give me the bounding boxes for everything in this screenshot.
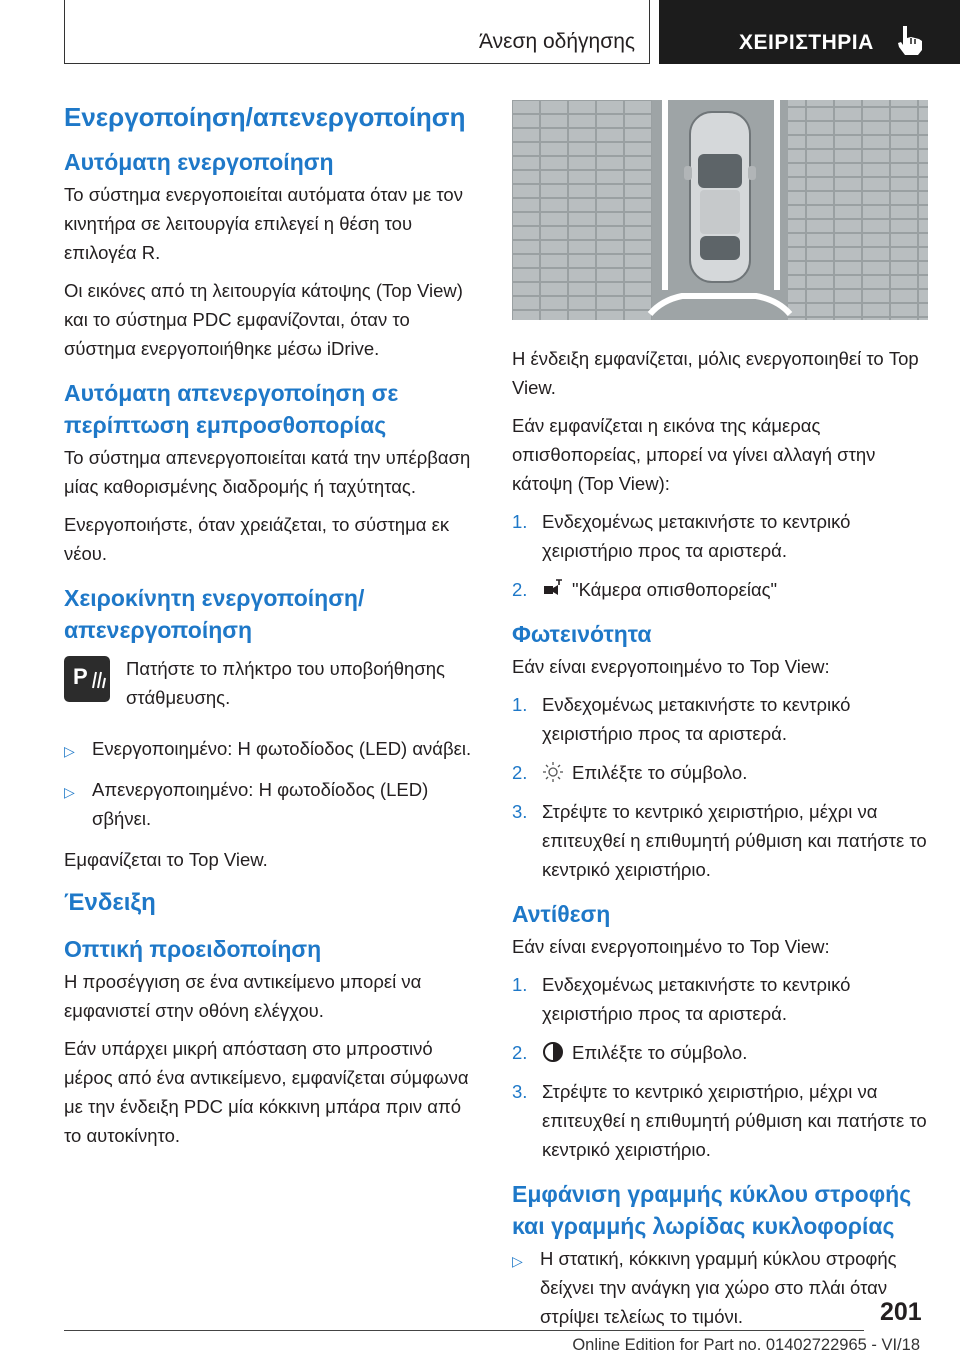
contrast-heading: Αντίθεση [512, 901, 611, 927]
list-item: 1. Ενδεχομένως μετακινήστε το κεντρικό χειριστήριο προς τα αριστερά. [512, 974, 851, 1024]
auto-off-heading: Αυτόματη απενεργοποίηση σε περίπτωση εμπροσθοπορίας [64, 380, 399, 438]
header-chapter-box [659, 0, 960, 64]
manual-after-text: Εμφανίζεται το Top View. [64, 849, 268, 870]
list-item: 1. Ενδεχομένως μετακινήστε το κεντρικό χειριστήριο προς τα αριστερά. [512, 694, 851, 744]
manual-heading: Χειροκίνητη ενεργοποίηση/απενεργοποίηση [64, 585, 365, 643]
display-heading: Ένδειξη [64, 889, 156, 916]
page-title: Ενεργοποίηση/απενεργοποίηση [64, 102, 466, 132]
footer-divider [64, 1330, 864, 1331]
contrast-intro: Εάν είναι ενεργοποιημένο το Top View: [512, 936, 830, 957]
left-column [64, 100, 480, 1159]
footer-edition: Online Edition for Part no. 01402722965 - VI/18 [572, 1336, 920, 1354]
header-section-title: Άνεση οδήγησης [479, 30, 635, 53]
list-item: ▷ Η στατική, κόκκινη γραμμή κύκλου στροφής δείχνει την ανάγκη για χώρο στο πλάι όταν στρίψει τελείως το τιμόνι. [512, 1248, 897, 1327]
hand-pointer-icon [894, 24, 928, 56]
top-view-illustration [512, 100, 928, 320]
list-item: 1. Ενδεχομένως μετακινήστε το κεντρικό χειριστήριο προς τα αριστερά. [512, 511, 851, 561]
camera-intro: Εάν εμφανίζεται η εικόνα της κάμερας οπισθοπορείας, μπορεί να γίνει αλλαγή στην κάτοψη (Top View): [512, 415, 876, 494]
manual-instruction-text: Πατήστε το πλήκτρο του υποβοήθησης στάθμευσης. [126, 658, 445, 708]
lines-bullets [512, 1244, 928, 1331]
manual-bullets [64, 734, 480, 833]
list-item: 2. Επιλέξτε το σύμβολο. [512, 762, 748, 783]
brightness-steps [512, 690, 928, 884]
park-assist-button-letter: P [73, 664, 88, 689]
page-number: 201 [880, 1298, 922, 1326]
header-section-box [64, 0, 650, 64]
list-item: 2. Επιλέξτε το σύμβολο. [512, 1042, 748, 1063]
visual-warning-heading: Οπτική προειδοποίηση [64, 936, 322, 962]
list-item: 2. "Κάμερα οπισθοπορείας" [512, 579, 778, 600]
bullet-marker-icon: ▷ [512, 1253, 523, 1269]
park-assist-button-icon [64, 656, 110, 702]
visual-warning-text-2: Εάν υπάρχει μικρή απόσταση στο μπροστινό μέρος από ένα αντικείμενο, εμφανίζεται σύμφωνα με την ένδειξη PDC μία κόκκινη μπάρα πριν από το αυτοκίνητο. [64, 1038, 469, 1146]
auto-on-text-2: Οι εικόνες από τη λειτουργία κάτοψης (Top View) και το σύστημα PDC εμφανίζονται, όταν το σύστημα ενεργοποιήθηκε μέσω iDrive. [64, 280, 463, 359]
figure-caption: Η ένδειξη εμφανίζεται, μόλις ενεργοποιηθεί το Top View. [512, 348, 919, 398]
right-column [512, 100, 928, 1343]
lines-heading: Εμφάνιση γραμμής κύκλου στροφής και γραμμής λωρίδας κυκλοφορίας [512, 1181, 912, 1239]
list-item: ▷ Ενεργοποιημένο: Η φωτοδίοδος (LED) ανάβει. [64, 734, 480, 763]
list-item: 3. Στρέψτε το κεντρικό χειριστήριο, μέχρι να επιτευχθεί η επιθυμητή ρύθμιση και πατήστε το κεντρικό χειριστήριο. [512, 801, 927, 880]
auto-off-text-2: Ενεργοποιήστε, όταν χρειάζεται, το σύστημα εκ νέου. [64, 514, 450, 564]
auto-off-text-1: Το σύστημα απενεργοποιείται κατά την υπέρβαση μίας καθορισμένης διαδρομής ή ταχύτητας. [64, 447, 471, 497]
header-chapter-title: ΧΕΙΡΙΣΤΗΡΙΑ [739, 31, 874, 54]
visual-warning-text-1: Η προσέγγιση σε ένα αντικείμενο μπορεί να εμφανιστεί στην οθόνη ελέγχου. [64, 971, 422, 1021]
auto-on-text-1: Το σύστημα ενεργοποιείται αυτόματα όταν με τον κινητήρα σε λειτουργία επιλεγεί η θέση του επιλογέα R. [64, 184, 463, 263]
contrast-icon [542, 1041, 564, 1063]
top-view-figure [512, 100, 928, 320]
bullet-marker-icon: ▷ [64, 784, 75, 800]
contrast-steps [512, 970, 928, 1164]
camera-steps [512, 507, 928, 604]
rear-camera-icon [542, 578, 564, 600]
brightness-intro: Εάν είναι ενεργοποιημένο το Top View: [512, 656, 830, 677]
list-item: 3. Στρέψτε το κεντρικό χειριστήριο, μέχρι να επιτευχθεί η επιθυμητή ρύθμιση και πατήστε το κεντρικό χειριστήριο. [512, 1081, 927, 1160]
brightness-heading: Φωτεινότητα [512, 621, 652, 647]
manual-instruction [64, 654, 480, 712]
brightness-sun-icon [542, 761, 564, 783]
list-item: ▷ Απενεργοποιημένο: Η φωτοδίοδος (LED) σβήνει. [64, 779, 429, 829]
auto-on-heading: Αυτόματη ενεργοποίηση [64, 149, 334, 175]
bullet-marker-icon: ▷ [64, 743, 75, 759]
